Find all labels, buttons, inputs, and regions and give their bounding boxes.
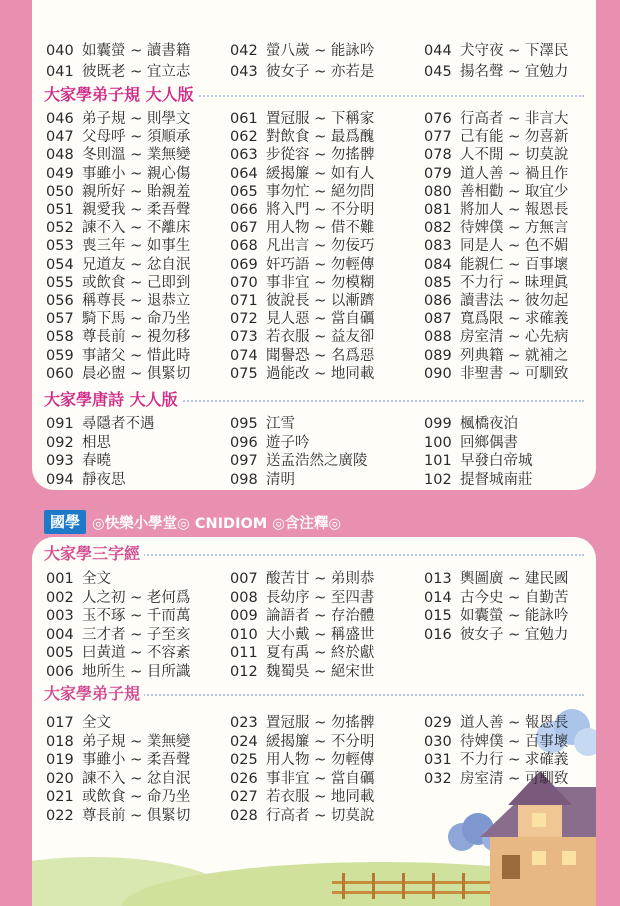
track-title: 揚名聲 ~ 宜勉力 [460, 64, 569, 80]
track-number: 088 [424, 329, 452, 346]
track-item [424, 110, 568, 128]
track-title: 寬爲限 ~ 求確義 [460, 311, 569, 328]
track-title: 早發白帝城 [460, 453, 533, 469]
track-title: 或飲食 ~ 己即到 [82, 274, 191, 291]
series-banner [44, 510, 341, 534]
track-number: 007 [230, 571, 258, 587]
track-title: 親愛我 ~ 柔吾聲 [82, 202, 191, 218]
track-title: 遊子吟 [266, 434, 310, 451]
track-title: 道人善 ~ 禍且作 [460, 165, 569, 182]
track-number: 024 [230, 733, 258, 750]
track-title: 尊長前 ~ 視勿移 [82, 329, 191, 346]
track-number: 062 [230, 129, 258, 146]
track-item [46, 807, 190, 825]
track-number: 023 [230, 715, 258, 731]
track-title: 不力行 ~ 求確義 [460, 752, 569, 769]
track-item [424, 42, 568, 60]
track-item [46, 714, 111, 732]
track-number: 056 [46, 293, 74, 309]
track-title: 凡出言 ~ 勿佞巧 [266, 238, 375, 255]
track-item [230, 201, 374, 219]
track-number: 042 [230, 43, 258, 59]
track-number: 086 [424, 293, 452, 309]
track-item [46, 128, 190, 146]
track-item [230, 219, 374, 237]
track-item [424, 183, 568, 201]
track-number: 018 [46, 733, 74, 750]
track-number: 051 [46, 202, 74, 218]
track-number: 005 [46, 645, 74, 662]
track-title: 列典籍 ~ 就補之 [460, 347, 569, 364]
track-title: 對飲食 ~ 最爲醜 [266, 129, 375, 146]
track-item [46, 165, 190, 183]
track-number: 047 [46, 129, 74, 146]
track-title: 行高者 ~ 非言大 [460, 111, 569, 127]
track-title: 若衣服 ~ 益友卻 [266, 329, 375, 346]
track-number: 028 [230, 808, 258, 824]
track-item [46, 770, 190, 788]
track-item [46, 110, 190, 128]
track-item [46, 347, 190, 365]
track-item [230, 570, 374, 588]
track-title: 奸巧語 ~ 勿輕傳 [266, 256, 375, 273]
track-number: 052 [46, 220, 74, 237]
track-number: 100 [424, 434, 452, 451]
track-number: 070 [230, 274, 258, 291]
track-item [46, 146, 190, 164]
track-list-panel-top [32, 0, 596, 490]
section-header-sanzijing [44, 543, 584, 565]
track-title: 春曉 [82, 453, 111, 469]
track-title: 如囊螢 ~ 讀書籍 [82, 43, 191, 59]
track-title: 父母呼 ~ 須順承 [82, 129, 191, 146]
track-item [46, 365, 190, 383]
track-number: 010 [230, 626, 258, 643]
track-item [46, 256, 190, 274]
track-item [230, 310, 374, 328]
track-number: 055 [46, 274, 74, 291]
track-title: 置冠服 ~ 勿搖髀 [266, 715, 375, 731]
track-title: 事雖小 ~ 親心傷 [82, 165, 191, 182]
track-number: 093 [46, 453, 74, 469]
track-item [46, 219, 190, 237]
track-item [424, 256, 568, 274]
track-number: 050 [46, 183, 74, 200]
track-title: 諫不入 ~ 忿自泯 [82, 770, 191, 787]
track-item [46, 452, 111, 470]
track-item [230, 471, 295, 489]
track-number: 068 [230, 238, 258, 255]
track-number: 083 [424, 238, 452, 255]
track-title: 楓橋夜泊 [460, 416, 518, 432]
track-number: 098 [230, 471, 258, 488]
track-number: 077 [424, 129, 452, 146]
track-item [230, 165, 374, 183]
track-item [424, 219, 568, 237]
track-number: 060 [46, 365, 74, 382]
track-number: 101 [424, 453, 452, 469]
track-title: 喪三年 ~ 如事生 [82, 238, 191, 255]
track-item [230, 365, 374, 383]
track-item [424, 607, 568, 625]
track-number: 041 [46, 64, 74, 80]
track-item [230, 328, 374, 346]
track-title: 人不閒 ~ 切莫說 [460, 147, 569, 164]
track-title: 晨必盥 ~ 俱緊切 [82, 365, 191, 382]
track-title: 諫不入 ~ 不離床 [82, 220, 191, 237]
track-number: 045 [424, 64, 452, 80]
track-item [230, 256, 374, 274]
track-number: 058 [46, 329, 74, 346]
track-number: 029 [424, 715, 452, 731]
track-item [424, 434, 518, 452]
track-number: 085 [424, 274, 452, 291]
section-header-dizigui [44, 683, 584, 705]
track-item [46, 63, 190, 81]
track-number: 004 [46, 626, 74, 643]
track-item [230, 42, 374, 60]
track-title: 同是人 ~ 色不媚 [460, 238, 569, 255]
track-title: 彼女子 ~ 亦若是 [266, 64, 375, 80]
track-item [46, 644, 190, 662]
track-title: 用人物 ~ 勿輕傳 [266, 752, 375, 769]
track-item [424, 347, 568, 365]
track-title: 全文 [82, 571, 111, 587]
track-item [230, 807, 374, 825]
track-number: 076 [424, 111, 452, 127]
track-title: 三才者 ~ 子至亥 [82, 626, 191, 643]
track-item [46, 42, 190, 60]
track-item [424, 63, 568, 81]
track-number: 025 [230, 752, 258, 769]
track-title: 送孟浩然之廣陵 [266, 453, 368, 469]
track-number: 059 [46, 347, 74, 364]
track-title: 地所生 ~ 目所識 [82, 664, 191, 680]
track-number: 090 [424, 365, 452, 382]
guoxue-badge: 國學 [44, 510, 86, 534]
section-title: 大家學弟子規 [44, 683, 144, 705]
track-title: 緩揭簾 ~ 不分明 [266, 733, 375, 750]
track-title: 事非宜 ~ 勿模糊 [266, 274, 375, 291]
track-item [230, 183, 374, 201]
track-number: 053 [46, 238, 74, 255]
track-item [46, 788, 190, 806]
track-item [424, 365, 568, 383]
track-number: 046 [46, 111, 74, 127]
track-list-panel-bottom [32, 537, 596, 906]
track-title: 玉不琢 ~ 千而萬 [82, 608, 191, 625]
track-title: 房室清 ~ 心先病 [460, 329, 569, 346]
track-title: 尋隱者不遇 [82, 416, 155, 432]
track-number: 089 [424, 347, 452, 364]
track-number: 016 [424, 626, 452, 643]
track-title: 犬守夜 ~ 下澤民 [460, 43, 569, 59]
track-number: 063 [230, 147, 258, 164]
track-item [424, 310, 568, 328]
track-title: 事諸父 ~ 惜此時 [82, 347, 191, 364]
track-number: 073 [230, 329, 258, 346]
track-title: 彼說長 ~ 以漸躋 [266, 293, 375, 309]
track-number: 065 [230, 183, 258, 200]
track-number: 102 [424, 471, 452, 488]
track-title: 江雪 [266, 416, 295, 432]
track-item [424, 328, 568, 346]
section-title: 大家學弟子規 大人版 [44, 84, 198, 106]
track-number: 092 [46, 434, 74, 451]
track-title: 事勿忙 ~ 絕勿問 [266, 183, 375, 200]
track-title: 讀書法 ~ 彼勿起 [460, 293, 569, 309]
track-item [46, 663, 190, 681]
track-title: 魏蜀吳 ~ 絕宋世 [266, 664, 375, 680]
track-title: 己有能 ~ 勿喜新 [460, 129, 569, 146]
track-item [230, 714, 374, 732]
track-number: 061 [230, 111, 258, 127]
track-title: 古今史 ~ 自勤苦 [460, 589, 569, 606]
track-title: 能親仁 ~ 百事壞 [460, 256, 569, 273]
track-item [230, 434, 310, 452]
track-number: 057 [46, 311, 74, 328]
track-title: 彼既老 ~ 宜立志 [82, 64, 191, 80]
track-item [230, 110, 374, 128]
track-title: 彼女子 ~ 宜勉力 [460, 626, 569, 643]
track-number: 020 [46, 770, 74, 787]
track-title: 夏有禹 ~ 終於獻 [266, 645, 375, 662]
track-title: 待婢僕 ~ 百事壞 [460, 733, 569, 750]
track-item [230, 607, 374, 625]
track-title: 如囊螢 ~ 能詠吟 [460, 608, 569, 625]
track-title: 論語者 ~ 存治體 [266, 608, 375, 625]
track-number: 022 [46, 808, 74, 824]
track-title: 用人物 ~ 借不難 [266, 220, 375, 237]
track-number: 066 [230, 202, 258, 218]
track-title: 將加人 ~ 報恩長 [460, 202, 569, 218]
track-number: 099 [424, 416, 452, 432]
track-title: 兄道友 ~ 忿自泯 [82, 256, 191, 273]
house [480, 771, 596, 906]
track-item [230, 347, 374, 365]
track-item [230, 788, 374, 806]
track-title: 酸苦甘 ~ 弟則恭 [266, 571, 375, 587]
track-number: 027 [230, 789, 258, 806]
banner-title: ◎快樂小學堂◎ CNIDIOM ◎含注釋◎ [92, 515, 342, 532]
track-number: 031 [424, 752, 452, 769]
track-number: 030 [424, 733, 452, 750]
track-item [46, 733, 190, 751]
track-title: 輿圖廣 ~ 建民國 [460, 571, 569, 587]
track-item [46, 328, 190, 346]
track-item [230, 292, 374, 310]
track-item [46, 274, 190, 292]
track-item [46, 626, 190, 644]
track-number: 043 [230, 64, 258, 80]
track-item [46, 292, 190, 310]
track-title: 不力行 ~ 昧理眞 [460, 274, 569, 291]
track-number: 084 [424, 256, 452, 273]
section-header-tangshi-adult [44, 389, 584, 411]
track-title: 非聖書 ~ 可馴致 [460, 365, 569, 382]
track-item [230, 128, 374, 146]
track-number: 074 [230, 347, 258, 364]
track-number: 032 [424, 770, 452, 787]
track-number: 049 [46, 165, 74, 182]
track-title: 道人善 ~ 報恩長 [460, 715, 569, 731]
track-title: 弟子規 ~ 業無變 [82, 733, 191, 750]
track-title: 人之初 ~ 老何爲 [82, 589, 191, 606]
track-item [230, 589, 374, 607]
track-number: 012 [230, 664, 258, 680]
track-number: 044 [424, 43, 452, 59]
track-item [424, 714, 568, 732]
track-item [46, 751, 190, 769]
track-item [424, 570, 568, 588]
track-number: 071 [230, 293, 258, 309]
track-item [46, 237, 190, 255]
track-item [230, 237, 374, 255]
track-number: 097 [230, 453, 258, 469]
track-title: 大小戴 ~ 稱盛世 [266, 626, 375, 643]
track-title: 騎下馬 ~ 命乃坐 [82, 311, 191, 328]
track-item [424, 770, 568, 788]
track-item [424, 452, 533, 470]
track-item [424, 237, 568, 255]
track-item [46, 201, 190, 219]
track-title: 稱尊長 ~ 退恭立 [82, 293, 191, 309]
track-title: 置冠服 ~ 下稱家 [266, 111, 375, 127]
track-number: 013 [424, 571, 452, 587]
track-number: 002 [46, 589, 74, 606]
track-item [46, 471, 126, 489]
track-item [424, 626, 568, 644]
track-title: 相思 [82, 434, 111, 451]
track-number: 001 [46, 571, 74, 587]
track-number: 048 [46, 147, 74, 164]
track-number: 040 [46, 43, 74, 59]
track-title: 回鄉偶書 [460, 434, 518, 451]
track-number: 015 [424, 608, 452, 625]
section-header-dizigui-adult [44, 84, 584, 106]
track-item [46, 607, 190, 625]
track-title: 房室清 ~ 可馴致 [460, 770, 569, 787]
track-item [424, 128, 568, 146]
track-number: 079 [424, 165, 452, 182]
track-title: 見人惡 ~ 當自礪 [266, 311, 375, 328]
track-item [230, 415, 295, 433]
track-item [424, 146, 568, 164]
track-number: 011 [230, 645, 258, 662]
track-title: 弟子規 ~ 則學文 [82, 111, 191, 127]
track-number: 082 [424, 220, 452, 237]
track-number: 021 [46, 789, 74, 806]
track-title: 善相勸 ~ 取宜少 [460, 183, 569, 200]
track-number: 019 [46, 752, 74, 769]
track-item [230, 644, 374, 662]
track-item [46, 589, 190, 607]
track-title: 將入門 ~ 不分明 [266, 202, 375, 218]
track-item [46, 310, 190, 328]
track-item [230, 770, 374, 788]
track-item [424, 165, 568, 183]
track-number: 017 [46, 715, 74, 731]
track-number: 008 [230, 589, 258, 606]
section-title: 大家學唐詩 大人版 [44, 389, 182, 411]
track-number: 014 [424, 589, 452, 606]
track-title: 清明 [266, 471, 295, 488]
track-title: 緩揭簾 ~ 如有人 [266, 165, 375, 182]
track-item [424, 733, 568, 751]
track-title: 聞譽恐 ~ 名爲惡 [266, 347, 375, 364]
track-number: 003 [46, 608, 74, 625]
track-title: 曰黃道 ~ 不容紊 [82, 645, 191, 662]
track-item [424, 751, 568, 769]
track-title: 事雖小 ~ 柔吾聲 [82, 752, 191, 769]
track-item [230, 751, 374, 769]
track-item [230, 663, 374, 681]
track-item [230, 626, 374, 644]
track-number: 067 [230, 220, 258, 237]
track-number: 006 [46, 664, 74, 680]
track-item [230, 274, 374, 292]
track-item [230, 63, 374, 81]
track-item [46, 415, 155, 433]
track-number: 072 [230, 311, 258, 328]
track-title: 長幼序 ~ 至四書 [266, 589, 375, 606]
track-title: 若衣服 ~ 地同載 [266, 789, 375, 806]
track-item [424, 471, 533, 489]
track-number: 094 [46, 471, 74, 488]
track-item [424, 292, 568, 310]
track-title: 螢八歲 ~ 能詠吟 [266, 43, 375, 59]
track-number: 091 [46, 416, 74, 432]
track-item [424, 201, 568, 219]
track-item [424, 415, 518, 433]
track-item [230, 733, 374, 751]
track-number: 081 [424, 202, 452, 218]
track-item [424, 589, 568, 607]
track-number: 069 [230, 256, 258, 273]
track-title: 親所好 ~ 貽親羞 [82, 183, 191, 200]
track-title: 步從容 ~ 勿搖髀 [266, 147, 375, 164]
track-number: 087 [424, 311, 452, 328]
track-title: 行高者 ~ 切莫說 [266, 808, 375, 824]
track-title: 靜夜思 [82, 471, 126, 488]
track-number: 078 [424, 147, 452, 164]
track-number: 096 [230, 434, 258, 451]
track-number: 075 [230, 365, 258, 382]
track-number: 064 [230, 165, 258, 182]
track-title: 提督城南莊 [460, 471, 533, 488]
track-item [230, 146, 374, 164]
track-item [230, 452, 368, 470]
track-title: 待婢僕 ~ 方無言 [460, 220, 569, 237]
track-title: 尊長前 ~ 俱緊切 [82, 808, 191, 824]
track-number: 026 [230, 770, 258, 787]
track-item [46, 183, 190, 201]
track-number: 080 [424, 183, 452, 200]
track-title: 全文 [82, 715, 111, 731]
track-number: 054 [46, 256, 74, 273]
track-number: 009 [230, 608, 258, 625]
track-item [46, 434, 111, 452]
section-title: 大家學三字經 [44, 543, 144, 565]
track-title: 或飲食 ~ 命乃坐 [82, 789, 191, 806]
track-number: 095 [230, 416, 258, 432]
track-item [46, 570, 111, 588]
track-title: 事非宜 ~ 當自礪 [266, 770, 375, 787]
track-title: 冬則溫 ~ 業無變 [82, 147, 191, 164]
track-title: 過能改 ~ 地同載 [266, 365, 375, 382]
track-item [424, 274, 568, 292]
